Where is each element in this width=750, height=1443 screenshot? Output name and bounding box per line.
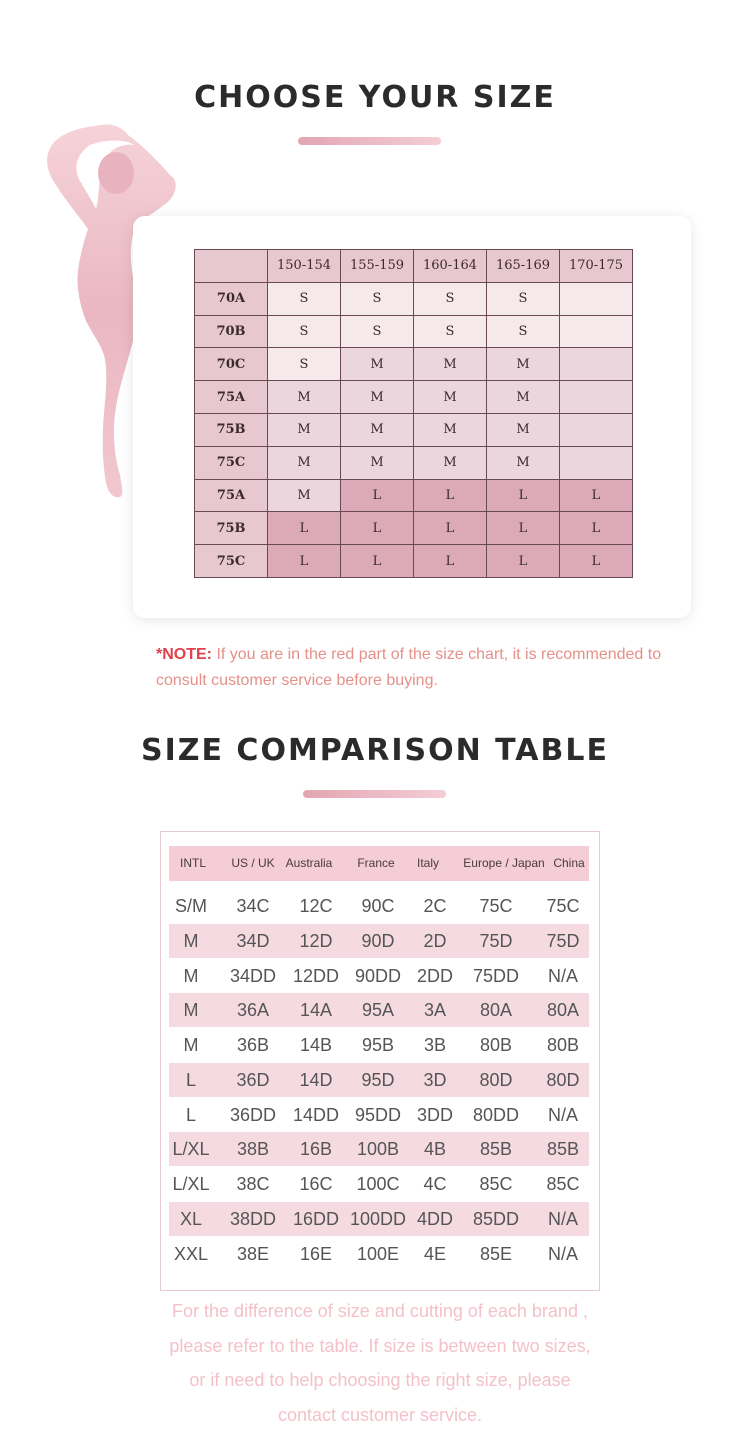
comparison-row (169, 924, 589, 958)
comparison-row (169, 993, 589, 1027)
comparison-cell: 85C (546, 1174, 580, 1194)
size-chart-cell: L (560, 479, 633, 512)
comparison-row (169, 1028, 589, 1062)
size-chart-row (195, 282, 633, 315)
size-chart-cell: L (487, 479, 560, 512)
comparison-cell: 80B (479, 1035, 513, 1055)
comparison-cell: 90C (361, 896, 395, 916)
comparison-row (169, 1098, 589, 1132)
comparison-cell: M (183, 965, 199, 986)
size-chart-cell: L (414, 479, 487, 512)
comparison-cell: L (185, 1104, 196, 1125)
size-chart-cell: M (414, 413, 487, 446)
comparison-cell: 100C (356, 1174, 400, 1194)
comparison-cell: 34DD (229, 965, 277, 986)
comparison-cell: 75C (479, 896, 513, 916)
size-chart-cell: S (487, 282, 560, 315)
comparison-cell: L/XL (172, 1174, 210, 1194)
comparison-cell: L (185, 1069, 196, 1090)
size-chart-cell: M (341, 413, 414, 446)
size-chart-height-header: 160-164 (414, 250, 487, 283)
size-chart-cell: M (341, 348, 414, 381)
size-chart-height-header: 155-159 (341, 250, 414, 283)
size-chart-height-header: 150-154 (268, 250, 341, 283)
comparison-cell: 12C (299, 896, 333, 916)
size-chart-cell: L (341, 512, 414, 545)
comparison-header-cell: INTL (179, 856, 206, 870)
size-chart-cell: L (414, 512, 487, 545)
comparison-cell: N/A (547, 1243, 578, 1264)
comparison-cell: 38E (236, 1243, 270, 1264)
comparison-cell: 16B (299, 1139, 333, 1160)
size-chart-cell (560, 315, 633, 348)
comparison-cell: 80DD (472, 1104, 520, 1125)
comparison-cell: 100DD (349, 1208, 407, 1229)
comparison-cell: 3D (423, 1069, 447, 1090)
size-chart-cell: M (487, 381, 560, 414)
size-chart-cell: L (268, 545, 341, 578)
comparison-cell: 4C (423, 1174, 447, 1194)
comparison-cell: 36A (236, 1000, 270, 1021)
size-chart-cell (560, 413, 633, 446)
size-chart-cell: L (341, 479, 414, 512)
comparison-cell: 2D (423, 930, 447, 951)
size-chart-band-label: 75A (195, 381, 268, 414)
footer-text (150, 1294, 610, 1433)
comparison-cell: 12DD (292, 965, 340, 986)
size-chart-cell: S (268, 348, 341, 381)
comparison-cell: M (183, 1000, 199, 1021)
size-chart-cell: M (268, 446, 341, 479)
comparison-table-header (169, 846, 589, 881)
comparison-row (169, 959, 589, 993)
size-chart-band-label: 70A (195, 282, 268, 315)
comparison-title: SIZE COMPARISON TABLE (140, 733, 610, 768)
comparison-cell: 12D (299, 930, 333, 951)
comparison-row (169, 1063, 589, 1097)
size-chart-band-label: 75C (195, 446, 268, 479)
comparison-cell: 80A (546, 1000, 580, 1021)
comparison-title-underline (303, 790, 446, 798)
comparison-cell: 4B (423, 1139, 447, 1160)
comparison-header-cell: China (553, 856, 585, 870)
size-chart-height-header: 170-175 (560, 250, 633, 283)
note-prefix: *NOTE: (156, 646, 212, 663)
comparison-cell: 34C (236, 896, 270, 916)
comparison-cell: 3B (423, 1035, 447, 1055)
size-chart-cell: S (341, 315, 414, 348)
comparison-header-cell: Italy (416, 856, 439, 870)
comparison-cell: 4E (423, 1243, 447, 1264)
size-chart-band-label: 75B (195, 413, 268, 446)
comparison-cell: 2DD (416, 965, 453, 986)
comparison-cell: 100B (356, 1139, 400, 1160)
size-chart-cell: M (268, 381, 341, 414)
note-text (156, 642, 696, 694)
size-chart-cell: S (414, 315, 487, 348)
comparison-cell: XXL (173, 1243, 209, 1264)
footer-line: or if need to help choosing the right size, please (189, 1370, 571, 1391)
size-chart-row (195, 545, 633, 578)
comparison-header-cell: US / UK (231, 856, 275, 870)
footer-line: please refer to the table. If size is between two sizes, (169, 1335, 591, 1356)
comparison-header-cell: Australia (285, 856, 333, 870)
size-chart-band-label: 75A (195, 479, 268, 512)
size-chart-cell: S (268, 282, 341, 315)
size-chart-cell: L (414, 545, 487, 578)
size-chart-band-label: 75B (195, 512, 268, 545)
size-chart-cell: L (560, 545, 633, 578)
size-chart-row (195, 348, 633, 381)
comparison-cell: 75D (546, 930, 580, 951)
size-chart-cell (560, 348, 633, 381)
comparison-cell: 38C (236, 1174, 270, 1194)
comparison-cell: 90D (361, 930, 395, 951)
size-chart-cell: M (414, 381, 487, 414)
comparison-cell: XL (179, 1208, 203, 1229)
size-chart-row (195, 446, 633, 479)
comparison-cell: 80B (546, 1035, 580, 1055)
comparison-cell: N/A (547, 1104, 578, 1125)
size-chart-cell: M (341, 446, 414, 479)
title-underline (298, 137, 441, 145)
size-chart-cell: M (487, 348, 560, 381)
comparison-cell: 14B (299, 1035, 333, 1055)
size-chart-cell: S (414, 282, 487, 315)
size-chart-cell: M (341, 381, 414, 414)
comparison-cell: 80A (479, 1000, 513, 1021)
comparison-row (169, 1237, 589, 1271)
comparison-header-cell: France (357, 856, 395, 870)
comparison-cell: 75C (546, 896, 580, 916)
size-chart-cell: L (560, 512, 633, 545)
comparison-cell: 75DD (472, 965, 520, 986)
size-chart-band-label: 70B (195, 315, 268, 348)
footer-line: contact customer service. (277, 1405, 483, 1426)
choose-size-title: CHOOSE YOUR SIZE (194, 80, 556, 115)
comparison-cell: 3DD (416, 1104, 453, 1125)
comparison-cell: N/A (547, 1208, 578, 1229)
note-body: If you are in the red part of the size chart, it is recommended to consult customer service before buying. (156, 646, 662, 689)
size-chart-band-label: 75C (195, 545, 268, 578)
comparison-cell: 36DD (229, 1104, 277, 1125)
size-chart-cell: L (487, 545, 560, 578)
comparison-cell: M (183, 930, 199, 951)
comparison-cell: S/M (174, 896, 207, 916)
comparison-row (169, 1202, 589, 1236)
comparison-cell: 85E (479, 1243, 513, 1264)
size-chart-cell: L (268, 512, 341, 545)
size-chart-cell: M (268, 413, 341, 446)
comparison-cell: 100E (356, 1243, 400, 1264)
comparison-header-cell: Europe / Japan (463, 856, 545, 870)
comparison-cell: 38DD (229, 1208, 277, 1229)
comparison-cell: 14A (299, 1000, 333, 1021)
size-chart-cell: M (487, 446, 560, 479)
comparison-cell: N/A (547, 965, 578, 986)
size-chart-cell: M (414, 348, 487, 381)
size-chart-cell: S (268, 315, 341, 348)
comparison-cell: L/XL (172, 1139, 210, 1160)
size-chart-cell: M (268, 479, 341, 512)
size-chart-cell: L (341, 545, 414, 578)
comparison-cell: 85DD (472, 1208, 520, 1229)
size-chart-cell (560, 282, 633, 315)
size-chart-cell: S (487, 315, 560, 348)
comparison-cell: 3A (423, 1000, 447, 1021)
comparison-cell: 16C (299, 1174, 333, 1194)
size-chart-corner-cell (195, 250, 268, 283)
comparison-cell: 16DD (292, 1208, 340, 1229)
comparison-cell: 4DD (416, 1208, 453, 1229)
comparison-cell: 95A (361, 1000, 395, 1021)
comparison-cell: M (183, 1035, 199, 1055)
size-chart-cell: L (487, 512, 560, 545)
size-chart-height-header: 165-169 (487, 250, 560, 283)
comparison-row (169, 1132, 589, 1166)
comparison-cell: 95B (361, 1035, 395, 1055)
size-chart-cell: S (341, 282, 414, 315)
comparison-row (169, 1167, 589, 1201)
size-chart-row (195, 512, 633, 545)
comparison-cell: 85C (479, 1174, 513, 1194)
size-chart-row (195, 381, 633, 414)
size-chart-row (195, 413, 633, 446)
size-chart-row (195, 479, 633, 512)
size-chart-band-label: 70C (195, 348, 268, 381)
size-chart-cell (560, 446, 633, 479)
comparison-cell: 85B (546, 1139, 580, 1160)
comparison-cell: 95D (361, 1069, 395, 1090)
size-chart-cell: M (414, 446, 487, 479)
footer-line: For the difference of size and cutting of each brand , (172, 1301, 588, 1321)
size-chart-cell: M (487, 413, 560, 446)
comparison-cell: 95DD (354, 1104, 402, 1125)
comparison-cell: 14D (299, 1069, 333, 1090)
size-chart-header-row (195, 250, 633, 283)
comparison-cell: 2C (423, 896, 447, 916)
comparison-cell: 34D (236, 930, 270, 951)
size-chart-cell (560, 381, 633, 414)
comparison-cell: 85B (479, 1139, 513, 1160)
comparison-cell: 80D (479, 1069, 513, 1090)
comparison-cell: 38B (236, 1139, 270, 1160)
comparison-cell: 90DD (354, 965, 402, 986)
comparison-cell: 75D (479, 930, 513, 951)
comparison-cell: 80D (546, 1069, 580, 1090)
comparison-row (169, 889, 589, 923)
size-chart-table (194, 249, 633, 578)
comparison-cell: 36B (236, 1035, 270, 1055)
comparison-cell: 14DD (292, 1104, 340, 1125)
comparison-cell: 36D (236, 1069, 270, 1090)
size-chart-row (195, 315, 633, 348)
comparison-cell: 16E (299, 1243, 333, 1264)
